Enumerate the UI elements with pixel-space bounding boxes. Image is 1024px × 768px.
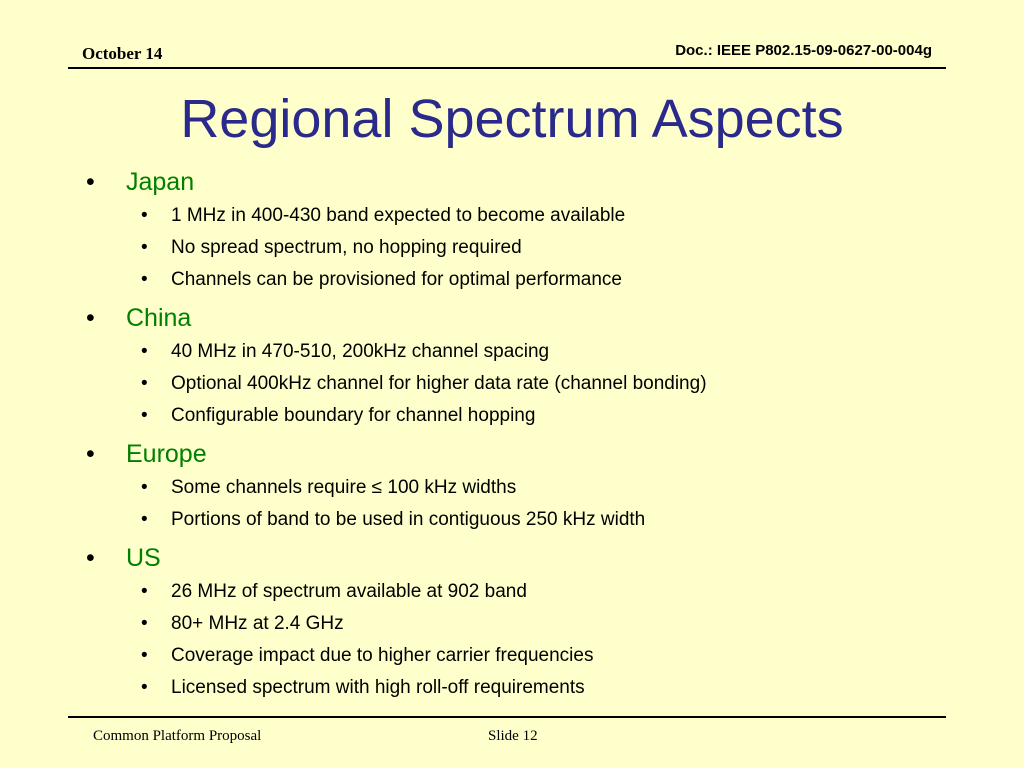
region-heading-label: US xyxy=(126,544,161,572)
region-heading-label: China xyxy=(126,304,192,332)
bullet-icon: • xyxy=(141,373,148,394)
region-heading-europe xyxy=(86,437,946,473)
list-item xyxy=(86,577,946,609)
bullet-icon: • xyxy=(141,205,148,226)
list-item-text: Portions of band to be used in contiguous 250 kHz width xyxy=(171,509,646,530)
footer-divider xyxy=(68,716,946,718)
list-item-text: Coverage impact due to higher carrier frequencies xyxy=(171,645,594,666)
region-section-china xyxy=(86,301,946,433)
list-item-text: No spread spectrum, no hopping required xyxy=(171,237,522,258)
list-item xyxy=(86,265,946,297)
bullet-icon: • xyxy=(141,645,148,666)
region-section-us xyxy=(86,541,946,705)
header-divider xyxy=(68,67,946,69)
bullet-icon: • xyxy=(141,509,148,530)
list-item-text: 26 MHz of spectrum available at 902 band xyxy=(171,581,527,602)
list-item xyxy=(86,401,946,433)
region-section-europe xyxy=(86,437,946,537)
footer-title: Common Platform Proposal xyxy=(93,728,262,744)
bullet-icon: • xyxy=(86,168,95,196)
list-item-text: 1 MHz in 400-430 band expected to become available xyxy=(171,205,626,226)
list-item-text: Channels can be provisioned for optimal performance xyxy=(171,269,622,290)
list-item xyxy=(86,201,946,233)
region-heading-us xyxy=(86,541,946,577)
bullet-icon: • xyxy=(86,544,95,572)
list-item-text: 80+ MHz at 2.4 GHz xyxy=(171,613,344,634)
bullet-icon: • xyxy=(86,440,95,468)
bullet-icon: • xyxy=(141,341,148,362)
list-item xyxy=(86,641,946,673)
list-item-text: 40 MHz in 470-510, 200kHz channel spacing xyxy=(171,341,550,362)
list-item xyxy=(86,473,946,505)
header-date: October 14 xyxy=(82,44,163,63)
bullet-icon: • xyxy=(141,237,148,258)
region-section-japan xyxy=(86,165,946,297)
list-item xyxy=(86,337,946,369)
list-item-text: Configurable boundary for channel hopping xyxy=(171,405,536,426)
list-item xyxy=(86,369,946,401)
region-heading-china xyxy=(86,301,946,337)
region-heading-japan xyxy=(86,165,946,201)
bullet-content xyxy=(86,165,946,705)
slide-title: Regional Spectrum Aspects xyxy=(180,89,844,149)
bullet-icon: • xyxy=(141,405,148,426)
list-item xyxy=(86,233,946,265)
list-item-text: Optional 400kHz channel for higher data rate (channel bonding) xyxy=(171,373,707,394)
bullet-icon: • xyxy=(141,477,148,498)
slide-number: Slide 12 xyxy=(488,728,538,744)
list-item-text: Some channels require ≤ 100 kHz widths xyxy=(171,477,517,498)
bullet-icon: • xyxy=(141,677,148,698)
region-heading-label: Japan xyxy=(126,168,195,196)
list-item xyxy=(86,673,946,705)
bullet-icon: • xyxy=(141,613,148,634)
region-heading-label: Europe xyxy=(126,440,207,468)
header-document-id: Doc.: IEEE P802.15-09-0627-00-004g xyxy=(675,42,932,59)
list-item-text: Licensed spectrum with high roll-off requirements xyxy=(171,677,585,698)
bullet-icon: • xyxy=(86,304,95,332)
list-item xyxy=(86,505,946,537)
list-item xyxy=(86,609,946,641)
bullet-icon: • xyxy=(141,269,148,290)
bullet-icon: • xyxy=(141,581,148,602)
